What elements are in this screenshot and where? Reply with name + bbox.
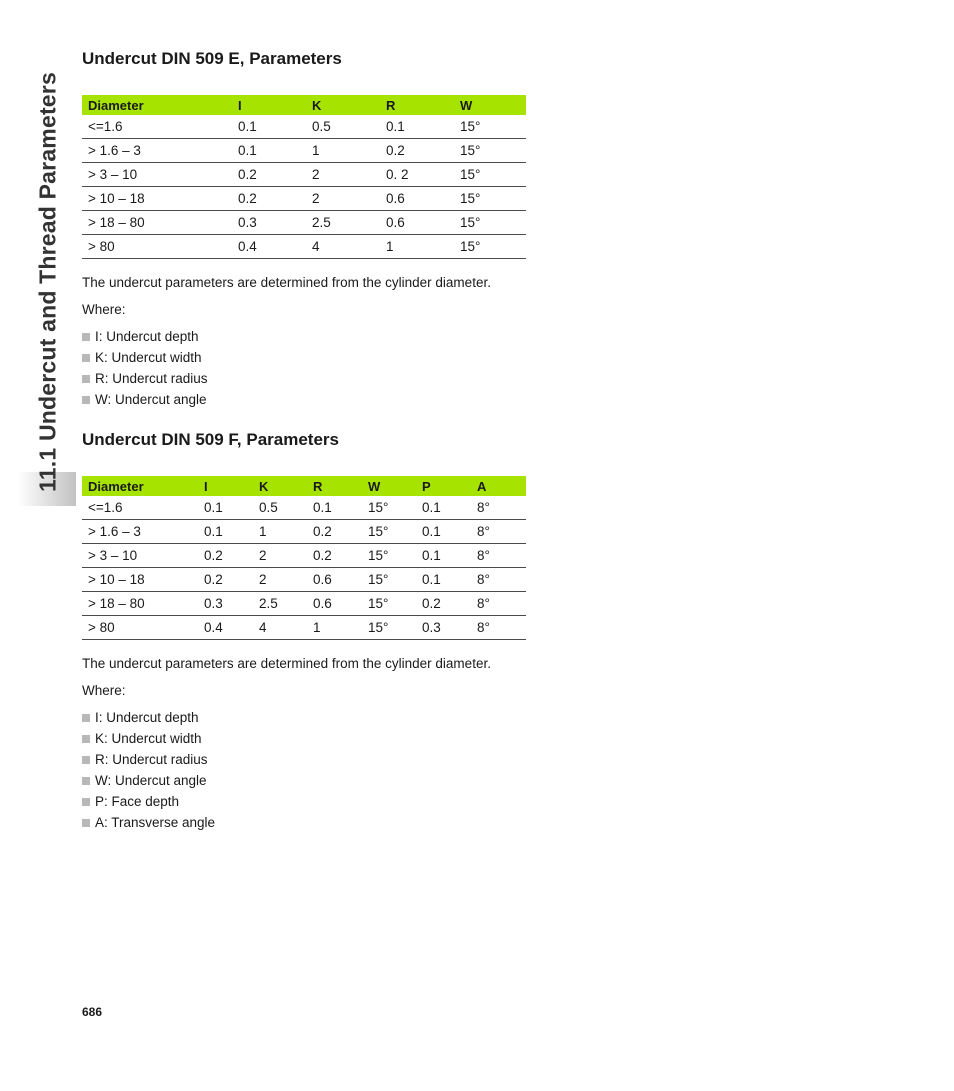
table-row (82, 568, 526, 592)
cell-p: 0.2 (416, 592, 471, 616)
cell-w: 15° (362, 568, 416, 592)
list-item (82, 326, 526, 347)
cell-i: 0.4 (198, 616, 253, 640)
list-item-text: K: Undercut width (95, 350, 202, 365)
cell-r: 0.6 (380, 187, 454, 211)
list-item (82, 728, 526, 749)
list-item-text: P: Face depth (95, 794, 180, 809)
cell-w: 15° (454, 139, 526, 163)
chapter-title-vertical: 11.1 Undercut and Thread Parameters (34, 72, 61, 492)
square-bullet-icon (82, 354, 90, 362)
cell-k: 2 (253, 568, 307, 592)
cell-a: 8° (471, 520, 526, 544)
list-item-text: W: Undercut angle (95, 773, 207, 788)
cell-w: 15° (454, 187, 526, 211)
definition-list (82, 707, 526, 833)
cell-k: 4 (253, 616, 307, 640)
cell-r: 0. 2 (380, 163, 454, 187)
parameter-table (82, 95, 526, 259)
cell-a: 8° (471, 568, 526, 592)
cell-a: 8° (471, 544, 526, 568)
square-bullet-icon (82, 375, 90, 383)
col-header-k: K (259, 478, 269, 494)
cell-w: 15° (362, 520, 416, 544)
cell-r: 0.2 (307, 520, 362, 544)
cell-r: 0.6 (380, 211, 454, 235)
cell-i: 0.3 (232, 211, 306, 235)
cell-diameter: > 3 – 10 (82, 163, 232, 187)
col-header-w: W (460, 97, 473, 113)
cell-p: 0.1 (416, 496, 471, 520)
cell-r: 1 (380, 235, 454, 259)
table-header-row (82, 95, 526, 115)
cell-w: 15° (454, 235, 526, 259)
cell-diameter: > 80 (82, 235, 232, 259)
section-heading: Undercut DIN 509 F, Parameters (82, 430, 339, 449)
cell-r: 0.1 (307, 496, 362, 520)
square-bullet-icon (82, 735, 90, 743)
col-header-w: W (368, 478, 381, 494)
cell-r: 0.2 (380, 139, 454, 163)
cell-w: 15° (454, 163, 526, 187)
list-item (82, 707, 526, 728)
cell-i: 0.1 (198, 520, 253, 544)
table-note: The undercut parameters are determined from the cylinder diameter. (82, 656, 491, 671)
where-label: Where: (82, 302, 126, 317)
list-item (82, 770, 526, 791)
cell-k: 1 (306, 139, 380, 163)
cell-diameter: > 18 – 80 (82, 211, 232, 235)
cell-k: 0.5 (253, 496, 307, 520)
cell-i: 0.2 (232, 187, 306, 211)
square-bullet-icon (82, 714, 90, 722)
cell-diameter: > 1.6 – 3 (82, 139, 232, 163)
table-header-row (82, 476, 526, 496)
table-row (82, 163, 526, 187)
cell-w: 15° (454, 211, 526, 235)
cell-r: 1 (307, 616, 362, 640)
cell-w: 15° (362, 616, 416, 640)
cell-i: 0.2 (232, 163, 306, 187)
cell-k: 4 (306, 235, 380, 259)
cell-w: 15° (362, 496, 416, 520)
list-item-text: A: Transverse angle (95, 815, 216, 830)
table-row (82, 235, 526, 259)
list-item (82, 791, 526, 812)
cell-diameter: <=1.6 (82, 115, 232, 139)
square-bullet-icon (82, 396, 90, 404)
cell-k: 2 (306, 163, 380, 187)
col-header-i: I (238, 97, 242, 113)
cell-diameter: > 10 – 18 (82, 568, 198, 592)
cell-w: 15° (454, 115, 526, 139)
col-header-diameter: Diameter (88, 97, 144, 113)
cell-i: 0.1 (198, 496, 253, 520)
cell-i: 0.1 (232, 139, 306, 163)
list-item-text: W: Undercut angle (95, 392, 207, 407)
cell-i: 0.4 (232, 235, 306, 259)
cell-diameter: > 80 (82, 616, 198, 640)
table-note: The undercut parameters are determined from the cylinder diameter. (82, 275, 491, 290)
cell-k: 2.5 (253, 592, 307, 616)
cell-k: 2 (306, 187, 380, 211)
list-item-text: I: Undercut depth (95, 329, 199, 344)
table-row (82, 211, 526, 235)
table-row (82, 139, 526, 163)
section-din509f (82, 429, 526, 833)
cell-diameter: > 18 – 80 (82, 592, 198, 616)
list-item (82, 812, 526, 833)
cell-diameter: > 3 – 10 (82, 544, 198, 568)
page-number: 686 (82, 1005, 103, 1019)
col-header-r: R (386, 97, 396, 113)
square-bullet-icon (82, 798, 90, 806)
table-row (82, 520, 526, 544)
section-din509e (82, 48, 526, 410)
cell-a: 8° (471, 616, 526, 640)
cell-p: 0.1 (416, 568, 471, 592)
col-header-a: A (477, 478, 487, 494)
list-item-text: R: Undercut radius (95, 371, 208, 386)
list-item (82, 347, 526, 368)
cell-i: 0.2 (198, 568, 253, 592)
cell-k: 1 (253, 520, 307, 544)
cell-a: 8° (471, 496, 526, 520)
cell-p: 0.1 (416, 520, 471, 544)
col-header-p: P (422, 478, 431, 494)
square-bullet-icon (82, 819, 90, 827)
table-row (82, 544, 526, 568)
cell-i: 0.2 (198, 544, 253, 568)
cell-w: 15° (362, 592, 416, 616)
section-heading: Undercut DIN 509 E, Parameters (82, 49, 342, 68)
cell-diameter: > 10 – 18 (82, 187, 232, 211)
cell-w: 15° (362, 544, 416, 568)
list-item-text: R: Undercut radius (95, 752, 208, 767)
table-row (82, 115, 526, 139)
cell-diameter: > 1.6 – 3 (82, 520, 198, 544)
table-row (82, 496, 526, 520)
parameter-table (82, 476, 526, 640)
list-item-text: K: Undercut width (95, 731, 202, 746)
table-row (82, 187, 526, 211)
cell-r: 0.1 (380, 115, 454, 139)
cell-k: 2.5 (306, 211, 380, 235)
cell-r: 0.6 (307, 568, 362, 592)
table-row (82, 616, 526, 640)
list-item (82, 749, 526, 770)
col-header-r: R (313, 478, 323, 494)
square-bullet-icon (82, 756, 90, 764)
cell-p: 0.1 (416, 544, 471, 568)
definition-list (82, 326, 526, 410)
col-header-diameter: Diameter (88, 478, 144, 494)
cell-k: 0.5 (306, 115, 380, 139)
table-row (82, 592, 526, 616)
where-label: Where: (82, 683, 126, 698)
square-bullet-icon (82, 777, 90, 785)
col-header-i: I (204, 478, 208, 494)
list-item-text: I: Undercut depth (95, 710, 199, 725)
cell-a: 8° (471, 592, 526, 616)
cell-i: 0.3 (198, 592, 253, 616)
cell-p: 0.3 (416, 616, 471, 640)
cell-diameter: <=1.6 (82, 496, 198, 520)
list-item (82, 368, 526, 389)
cell-r: 0.6 (307, 592, 362, 616)
cell-i: 0.1 (232, 115, 306, 139)
col-header-k: K (312, 97, 322, 113)
cell-r: 0.2 (307, 544, 362, 568)
cell-k: 2 (253, 544, 307, 568)
list-item (82, 389, 526, 410)
square-bullet-icon (82, 333, 90, 341)
